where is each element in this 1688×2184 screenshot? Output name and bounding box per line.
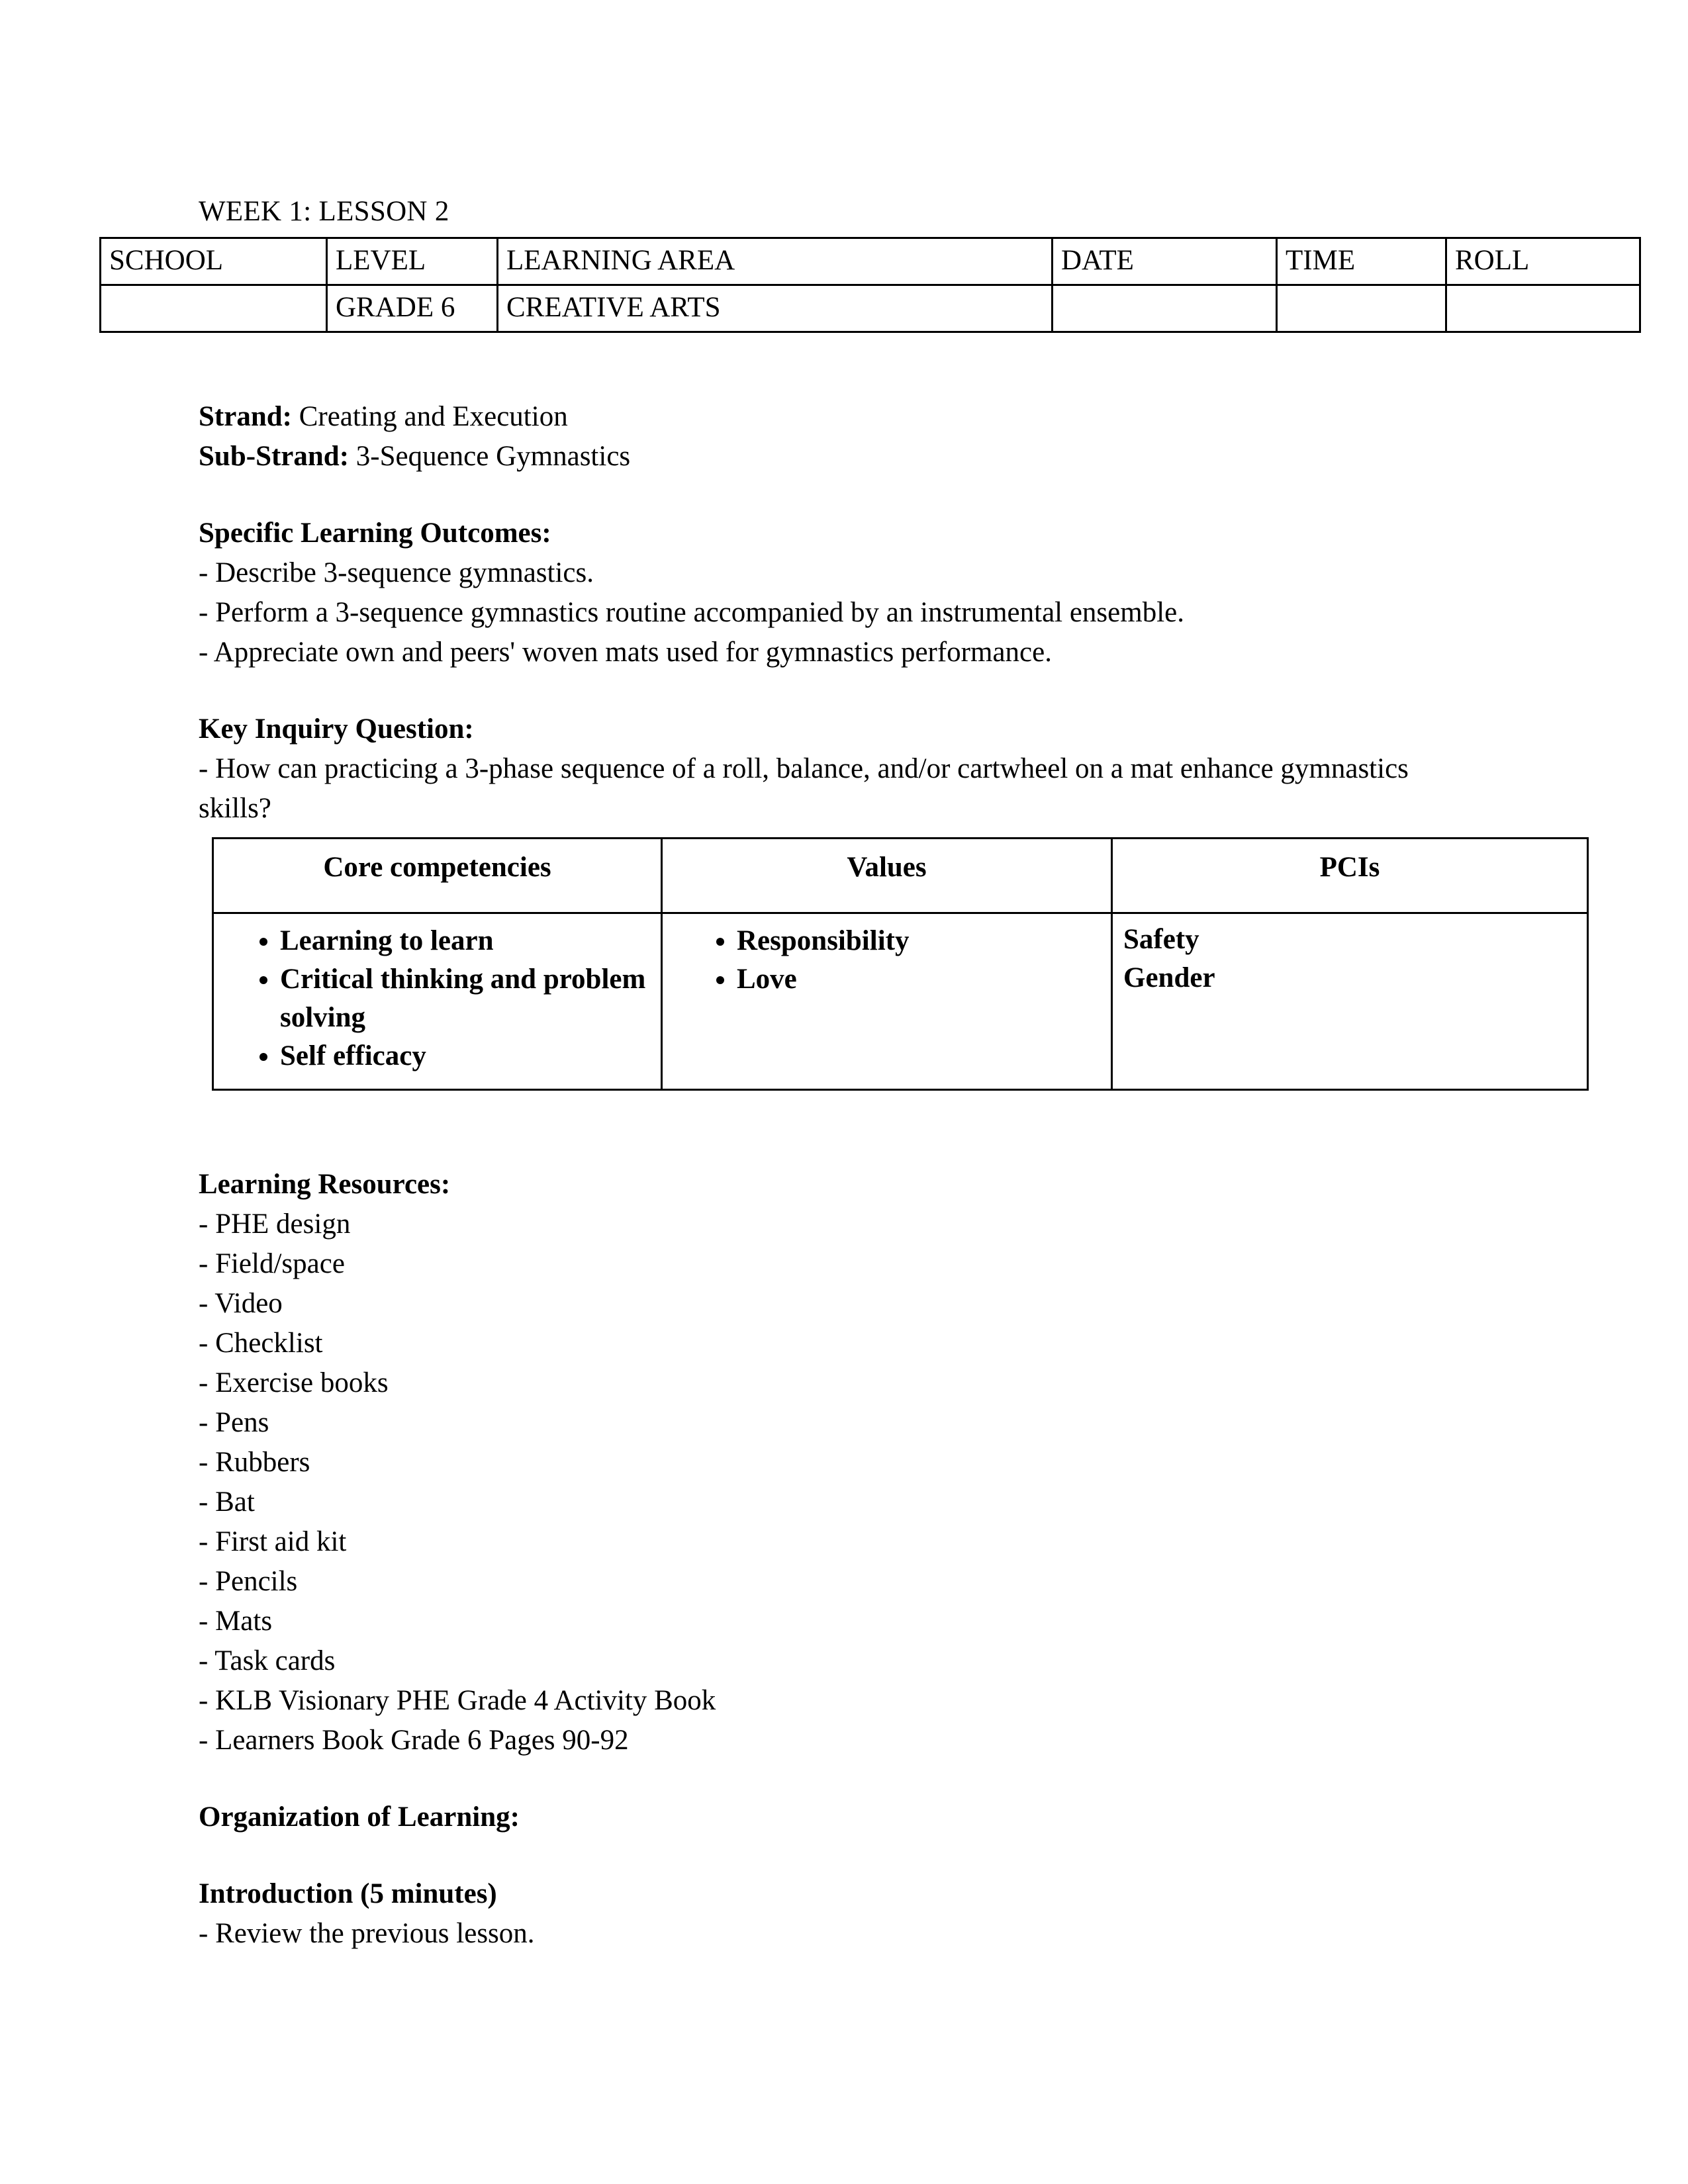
column-header-school: SCHOOL (101, 238, 327, 285)
cell-school[interactable] (101, 285, 327, 332)
learning-resources-heading: Learning Resources: (199, 1169, 451, 1200)
spacer (199, 1837, 1509, 1874)
table-row-header (101, 238, 1640, 285)
learning-resource-item: - PHE design (199, 1208, 351, 1240)
list-item: • Critical thinking and problem solving (280, 960, 661, 1037)
cell-time[interactable] (1277, 285, 1446, 332)
key-inquiry-question-heading: Key Inquiry Question: (199, 713, 474, 745)
strand-label: Strand: (199, 401, 292, 432)
competencies-values-pcis-table (212, 837, 1589, 1091)
pci-item: Gender (1123, 962, 1215, 993)
spacer (199, 1760, 1509, 1797)
learning-resource-item: - Exercise books (199, 1367, 389, 1398)
strand-line (199, 397, 1509, 437)
learning-resource-item: - Field/space (199, 1248, 345, 1279)
column-header-core-competencies: Core competencies (213, 839, 662, 913)
cell-values (662, 913, 1112, 1090)
learning-outcome-item: - Describe 3-sequence gymnastics. (199, 557, 594, 588)
week-lesson-heading: WEEK 1: LESSON 2 (199, 196, 449, 227)
lesson-header-table (99, 237, 1641, 333)
learning-resource-item: - Task cards (199, 1645, 336, 1676)
cell-level[interactable]: GRADE 6 (327, 285, 498, 332)
core-competencies-list (214, 922, 661, 1075)
learning-resource-item: - Mats (199, 1606, 273, 1637)
introduction-heading: Introduction (5 minutes) (199, 1878, 497, 1909)
column-header-level: LEVEL (327, 238, 498, 285)
learning-resource-item: - Pens (199, 1407, 269, 1438)
list-item: • Love (737, 960, 1111, 999)
cell-core-competencies (213, 913, 662, 1090)
list-item: • Self efficacy (280, 1037, 661, 1075)
learning-resource-item: - KLB Visionary PHE Grade 4 Activity Book (199, 1685, 716, 1716)
lesson-body-lower (199, 1165, 1509, 1954)
list-item: • Responsibility (737, 922, 1111, 960)
learning-resource-item: - Checklist (199, 1328, 323, 1359)
learning-resource-item: - Video (199, 1288, 283, 1319)
cell-learning-area[interactable]: CREATIVE ARTS (498, 285, 1053, 332)
table-row-values (101, 285, 1640, 332)
pci-item: Safety (1123, 924, 1199, 955)
sub-strand-label: Sub-Strand: (199, 441, 350, 472)
table-row-content (213, 913, 1588, 1090)
strand-value: Creating and Execution (291, 401, 568, 432)
learning-resource-item: - Rubbers (199, 1447, 310, 1478)
lesson-body-upper (199, 397, 1509, 829)
learning-resource-item: - Pencils (199, 1566, 298, 1597)
introduction-item: - Review the previous lesson. (199, 1918, 535, 1949)
cell-pcis (1112, 913, 1588, 1090)
column-header-pcis: PCIs (1112, 839, 1588, 913)
values-list (663, 922, 1111, 999)
organization-of-learning-heading: Organization of Learning: (199, 1801, 520, 1833)
key-inquiry-question-text: - How can practicing a 3-phase sequence of a roll, balance, and/or cartwheel on a mat enhance gymnastics skills? (199, 753, 1416, 824)
column-header-date: DATE (1053, 238, 1277, 285)
sub-strand-line (199, 437, 1509, 477)
learning-outcome-item: - Appreciate own and peers' woven mats used for gymnastics performance. (199, 637, 1052, 668)
learning-outcome-item: - Perform a 3-sequence gymnastics routine accompanied by an instrumental ensemble. (199, 597, 1184, 628)
column-header-time: TIME (1277, 238, 1446, 285)
learning-resource-item: - Learners Book Grade 6 Pages 90-92 (199, 1725, 629, 1756)
cell-date[interactable] (1053, 285, 1277, 332)
specific-learning-outcomes-heading: Specific Learning Outcomes: (199, 518, 551, 549)
table-row-header (213, 839, 1588, 913)
column-header-roll: ROLL (1446, 238, 1640, 285)
learning-resource-item: - Bat (199, 1486, 255, 1518)
cell-roll[interactable] (1446, 285, 1640, 332)
spacer (199, 672, 1509, 709)
learning-resource-item: - First aid kit (199, 1526, 347, 1557)
spacer (199, 477, 1509, 514)
column-header-learning-area: LEARNING AREA (498, 238, 1053, 285)
list-item: • Learning to learn (280, 922, 661, 960)
sub-strand-value: 3-Sequence Gymnastics (349, 441, 631, 472)
column-header-values: Values (662, 839, 1112, 913)
